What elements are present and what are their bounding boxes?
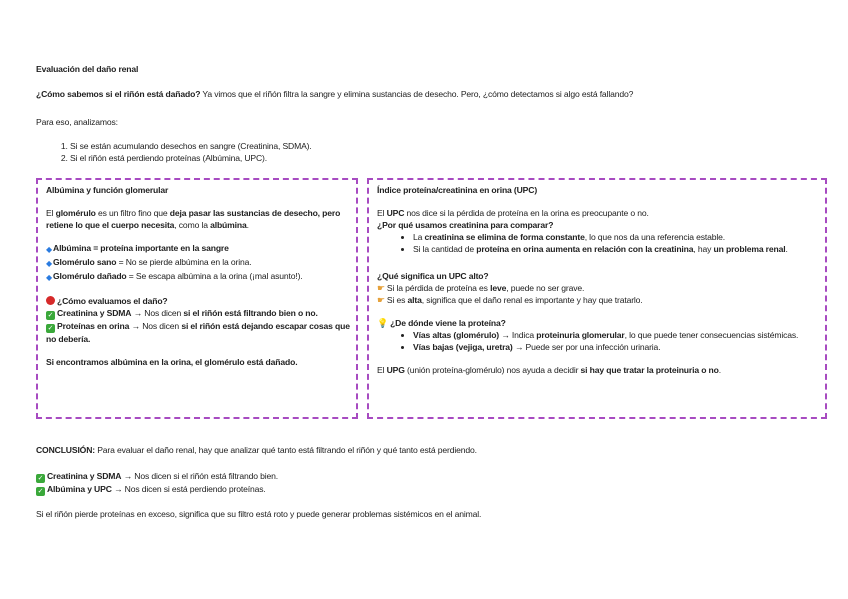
check-icon: ✓: [37, 488, 44, 495]
diamond-icon: ◆: [46, 245, 53, 254]
conclusion-creatinine: ✓ Creatinina y SDMA → Nos dicen si el riñón está filtrando bien.: [37, 471, 278, 482]
final-statement: Si el riñón pierde proteínas en exceso, significa que su filtro está roto y puede generar problemas sistémicos en el animal.: [36, 509, 482, 519]
albumin-box: [36, 178, 358, 419]
box-heading: Albúmina y función glomerular: [46, 185, 169, 195]
list-item: • Vías bajas (vejiga, uretra) → Puede ser por una infección urinaria.: [413, 341, 819, 353]
list-item: 2. Si el riñón está perdiendo proteínas (Albúmina, UPC).: [70, 152, 312, 164]
upc-intro: El UPC nos dice si la pérdida de proteína en la orina es preocupante o no.: [377, 208, 649, 218]
box-heading: Índice proteína/creatinina en orina (UPC): [377, 185, 538, 195]
list-item: • Si la cantidad de proteína en orina aumenta en relación con la creatinina, hay un problema renal.: [413, 243, 819, 255]
list-item: 1. Si se están acumulando desechos en sangre (Creatinina, SDMA).: [70, 140, 312, 152]
conclusion-albumin: ✓ Albúmina y UPC → Nos dicen si está perdiendo proteínas.: [37, 484, 266, 495]
check-icon: ✓: [47, 312, 54, 319]
red-circle-icon: [46, 296, 55, 305]
eval-proteins: ✓ Proteínas en orina → Nos dicen si el riñón está dejando escapar cosas que no debería.: [46, 321, 350, 344]
high-upc-question: ¿Qué significa un UPC alto?: [377, 271, 489, 281]
creatinine-list: [377, 231, 819, 255]
analysis-list: [52, 140, 312, 164]
glomerulus-paragraph: El glomérulo es un filtro fino que deja pasar las sustancias de desecho, pero retiene lo que el cuerpo necesita, como la albúmina.: [46, 208, 341, 230]
evaluate-question: ¿Cómo evaluamos el daño?: [46, 295, 350, 307]
box-closing: Si encontramos albúmina en la orina, el glomérulo está dañado.: [46, 357, 298, 367]
pointing-hand-icon: ☛: [377, 283, 385, 293]
lightbulb-icon: 💡: [377, 318, 389, 328]
check-icon: ✓: [47, 325, 54, 332]
diamond-icon: ◆: [46, 259, 53, 268]
doc-title: Evaluación del daño renal: [36, 64, 139, 74]
pointing-hand-icon: ☛: [377, 295, 385, 305]
upg-paragraph: El UPG (unión proteína-glomérulo) nos ayuda a decidir si hay que tratar la proteinuria o no.: [377, 365, 721, 375]
intro-line: ¿Cómo sabemos si el riñón está dañado? Ya vimos que el riñón filtra la sangre y elimina sustancias de desecho. Pero, ¿cómo detectamos si algo está fallando?: [36, 89, 634, 99]
upc-mild: ☛ Si la pérdida de proteína es leve, puede no ser grave.: [377, 283, 585, 293]
def-albumin: ◆Albúmina = proteína importante en la sangre: [46, 243, 229, 254]
def-healthy: ◆Glomérulo sano = No se pierde albúmina en la orina.: [46, 257, 252, 268]
list-item: • La creatinina se elimina de forma constante, lo que nos da una referencia estable.: [413, 231, 819, 243]
analysis-lead: Para eso, analizamos:: [36, 117, 118, 127]
origin-list: [377, 329, 819, 353]
eval-creatinine: ✓ Creatinina y SDMA → Nos dicen si el riñón está filtrando bien o no.: [47, 308, 318, 319]
protein-origin-question: 💡 ¿De dónde viene la proteína?: [377, 318, 506, 328]
conclusion: CONCLUSIÓN: Para evaluar el daño renal, hay que analizar qué tanto está filtrando el riñón y qué tanto está perdiendo.: [36, 445, 477, 455]
upc-box: [367, 178, 827, 419]
creatinine-question: ¿Por qué usamos creatinina para comparar?: [377, 220, 554, 230]
def-damaged: ◆Glomérulo dañado = Se escapa albúmina a la orina (¡mal asunto!).: [46, 271, 303, 282]
list-item: • Vías altas (glomérulo) → Indica proteinuria glomerular, lo que puede tener consecuencias sistémicas.: [413, 329, 819, 341]
check-icon: ✓: [37, 475, 44, 482]
diamond-icon: ◆: [46, 273, 53, 282]
upc-high: ☛ Si es alta, significa que el daño renal es importante y hay que tratarlo.: [377, 295, 643, 305]
